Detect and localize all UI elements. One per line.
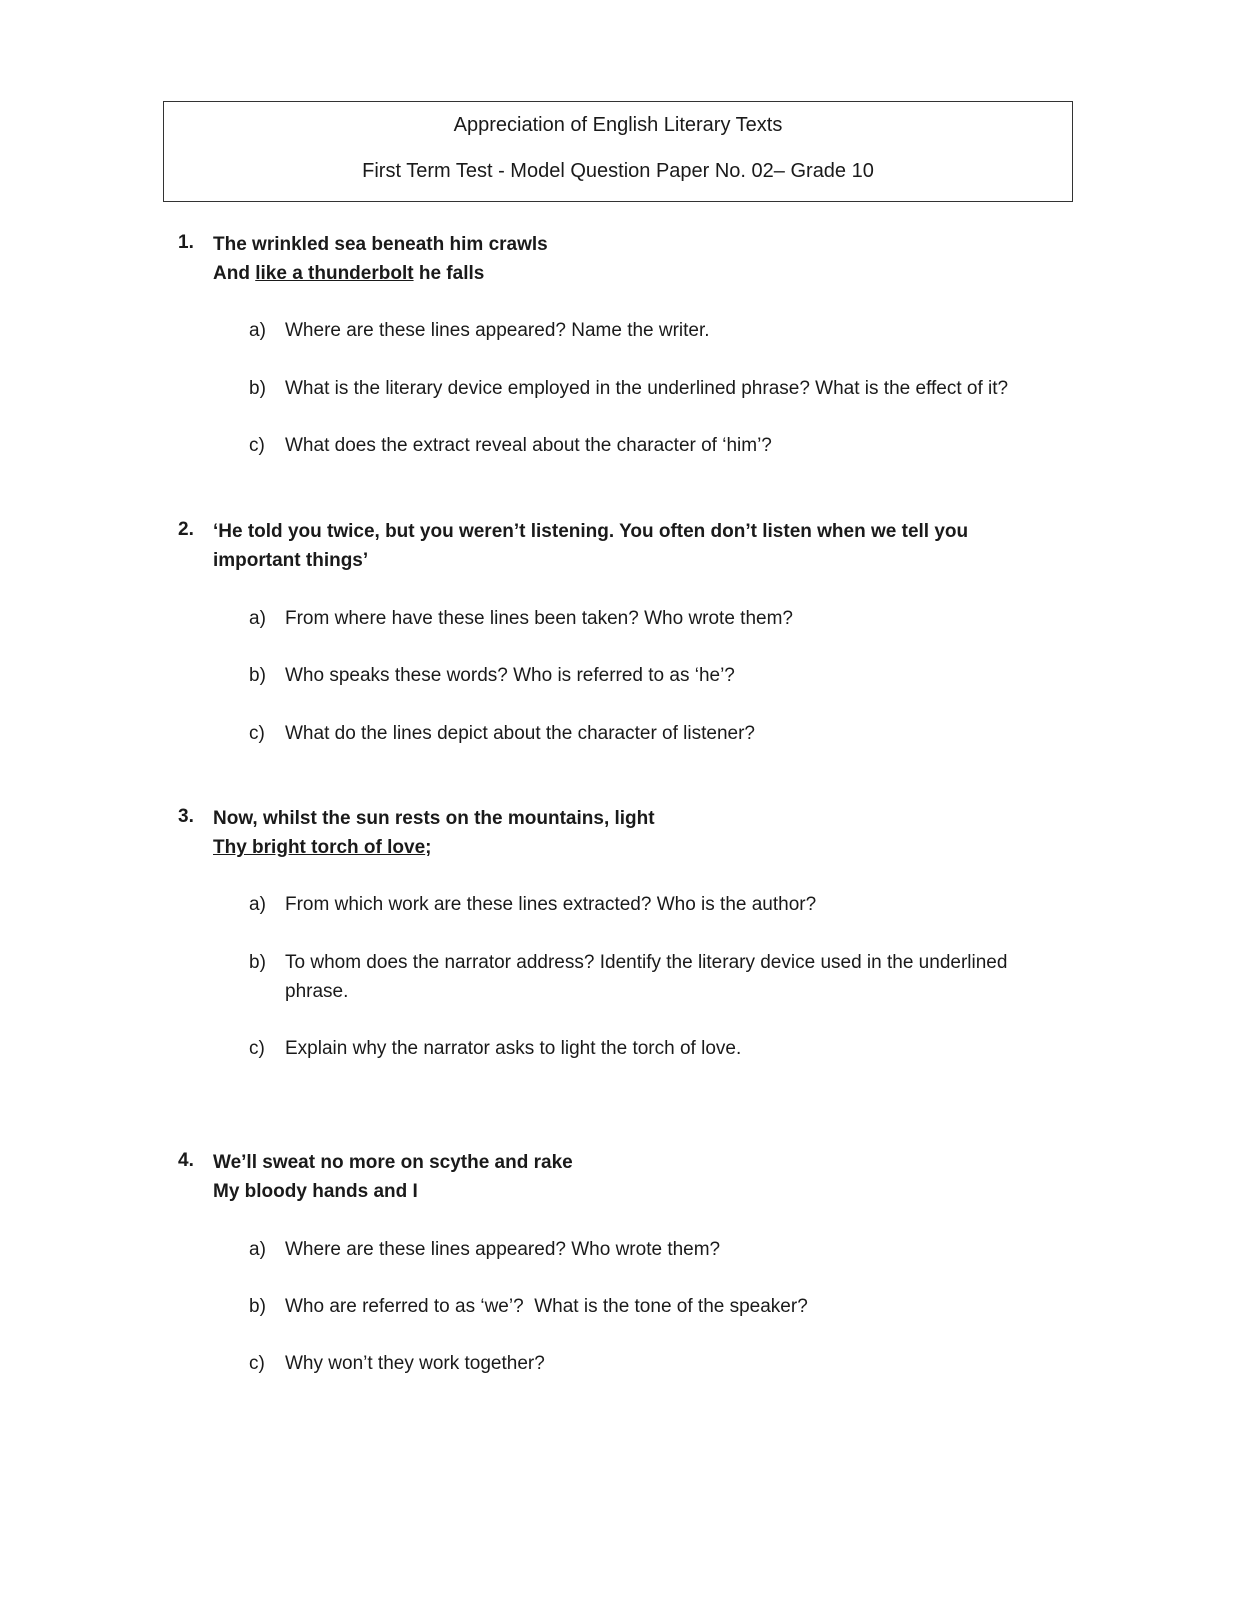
extract-line: The wrinkled sea beneath him crawls — [213, 234, 548, 255]
underlined-phrase: like a thunderbolt — [255, 263, 414, 284]
sub-letter: b) — [249, 665, 266, 686]
extract-line — [213, 833, 1013, 862]
sub-text: Where are these lines appeared? Who wrote them? — [285, 1239, 721, 1260]
extract-line: We’ll sweat no more on scythe and rake — [213, 1152, 573, 1173]
sub-letter: b) — [249, 952, 266, 973]
paper-subtitle: First Term Test - Model Question Paper No. 02– Grade 10 — [362, 160, 874, 182]
sub-letter: c) — [249, 723, 265, 744]
question-extract — [213, 804, 1013, 862]
sub-text: What does the extract reveal about the character of ‘him’? — [285, 435, 772, 456]
sub-letter: c) — [249, 1038, 265, 1059]
sub-letter: c) — [249, 435, 265, 456]
question-number: 2. — [178, 519, 194, 540]
sub-text: Who are referred to as ‘we’? What is the tone of the speaker? — [285, 1296, 808, 1317]
extract-text: he falls — [413, 263, 485, 284]
question-number: 3. — [178, 806, 194, 827]
extract-text: ; — [425, 837, 432, 858]
sub-letter: a) — [249, 608, 266, 629]
extract-line — [213, 259, 1013, 288]
sub-text-line: phrase. — [285, 981, 349, 1002]
underlined-phrase: Thy bright torch of love — [213, 837, 426, 858]
sub-text: What do the lines depict about the character of listener? — [285, 723, 755, 744]
question-extract — [213, 517, 1013, 575]
sub-text: Where are these lines appeared? Name the writer. — [285, 320, 710, 341]
sub-text: From where have these lines been taken? Who wrote them? — [285, 608, 793, 629]
question-extract — [213, 1148, 1013, 1206]
paper-title: Appreciation of English Literary Texts — [453, 114, 783, 136]
extract-text: And — [213, 263, 256, 284]
sub-text: Why won’t they work together? — [285, 1353, 545, 1374]
sub-letter: c) — [249, 1353, 265, 1374]
extract-line: ‘He told you twice, but you weren’t listening. You often don’t listen when we tell you — [213, 521, 969, 542]
sub-letter: a) — [249, 320, 266, 341]
header-box — [163, 101, 1073, 202]
sub-letter: a) — [249, 1239, 266, 1260]
question-number: 4. — [178, 1150, 194, 1171]
question-extract — [213, 230, 1013, 288]
extract-line: important things’ — [213, 550, 369, 571]
sub-letter: b) — [249, 1296, 266, 1317]
sub-text: Who speaks these words? Who is referred to as ‘he’? — [285, 665, 735, 686]
extract-line: Now, whilst the sun rests on the mountains, light — [213, 808, 655, 829]
question-number: 1. — [178, 232, 194, 253]
sub-letter: b) — [249, 378, 266, 399]
sub-text: What is the literary device employed in the underlined phrase? What is the effect of it? — [285, 378, 1009, 399]
sub-letter: a) — [249, 894, 266, 915]
sub-text: Explain why the narrator asks to light the torch of love. — [285, 1038, 742, 1059]
sub-text-line: To whom does the narrator address? Identify the literary device used in the underlined — [285, 952, 1008, 973]
extract-line: My bloody hands and I — [213, 1181, 418, 1202]
sub-text: From which work are these lines extracted? Who is the author? — [285, 894, 817, 915]
sub-text — [285, 948, 1075, 1006]
